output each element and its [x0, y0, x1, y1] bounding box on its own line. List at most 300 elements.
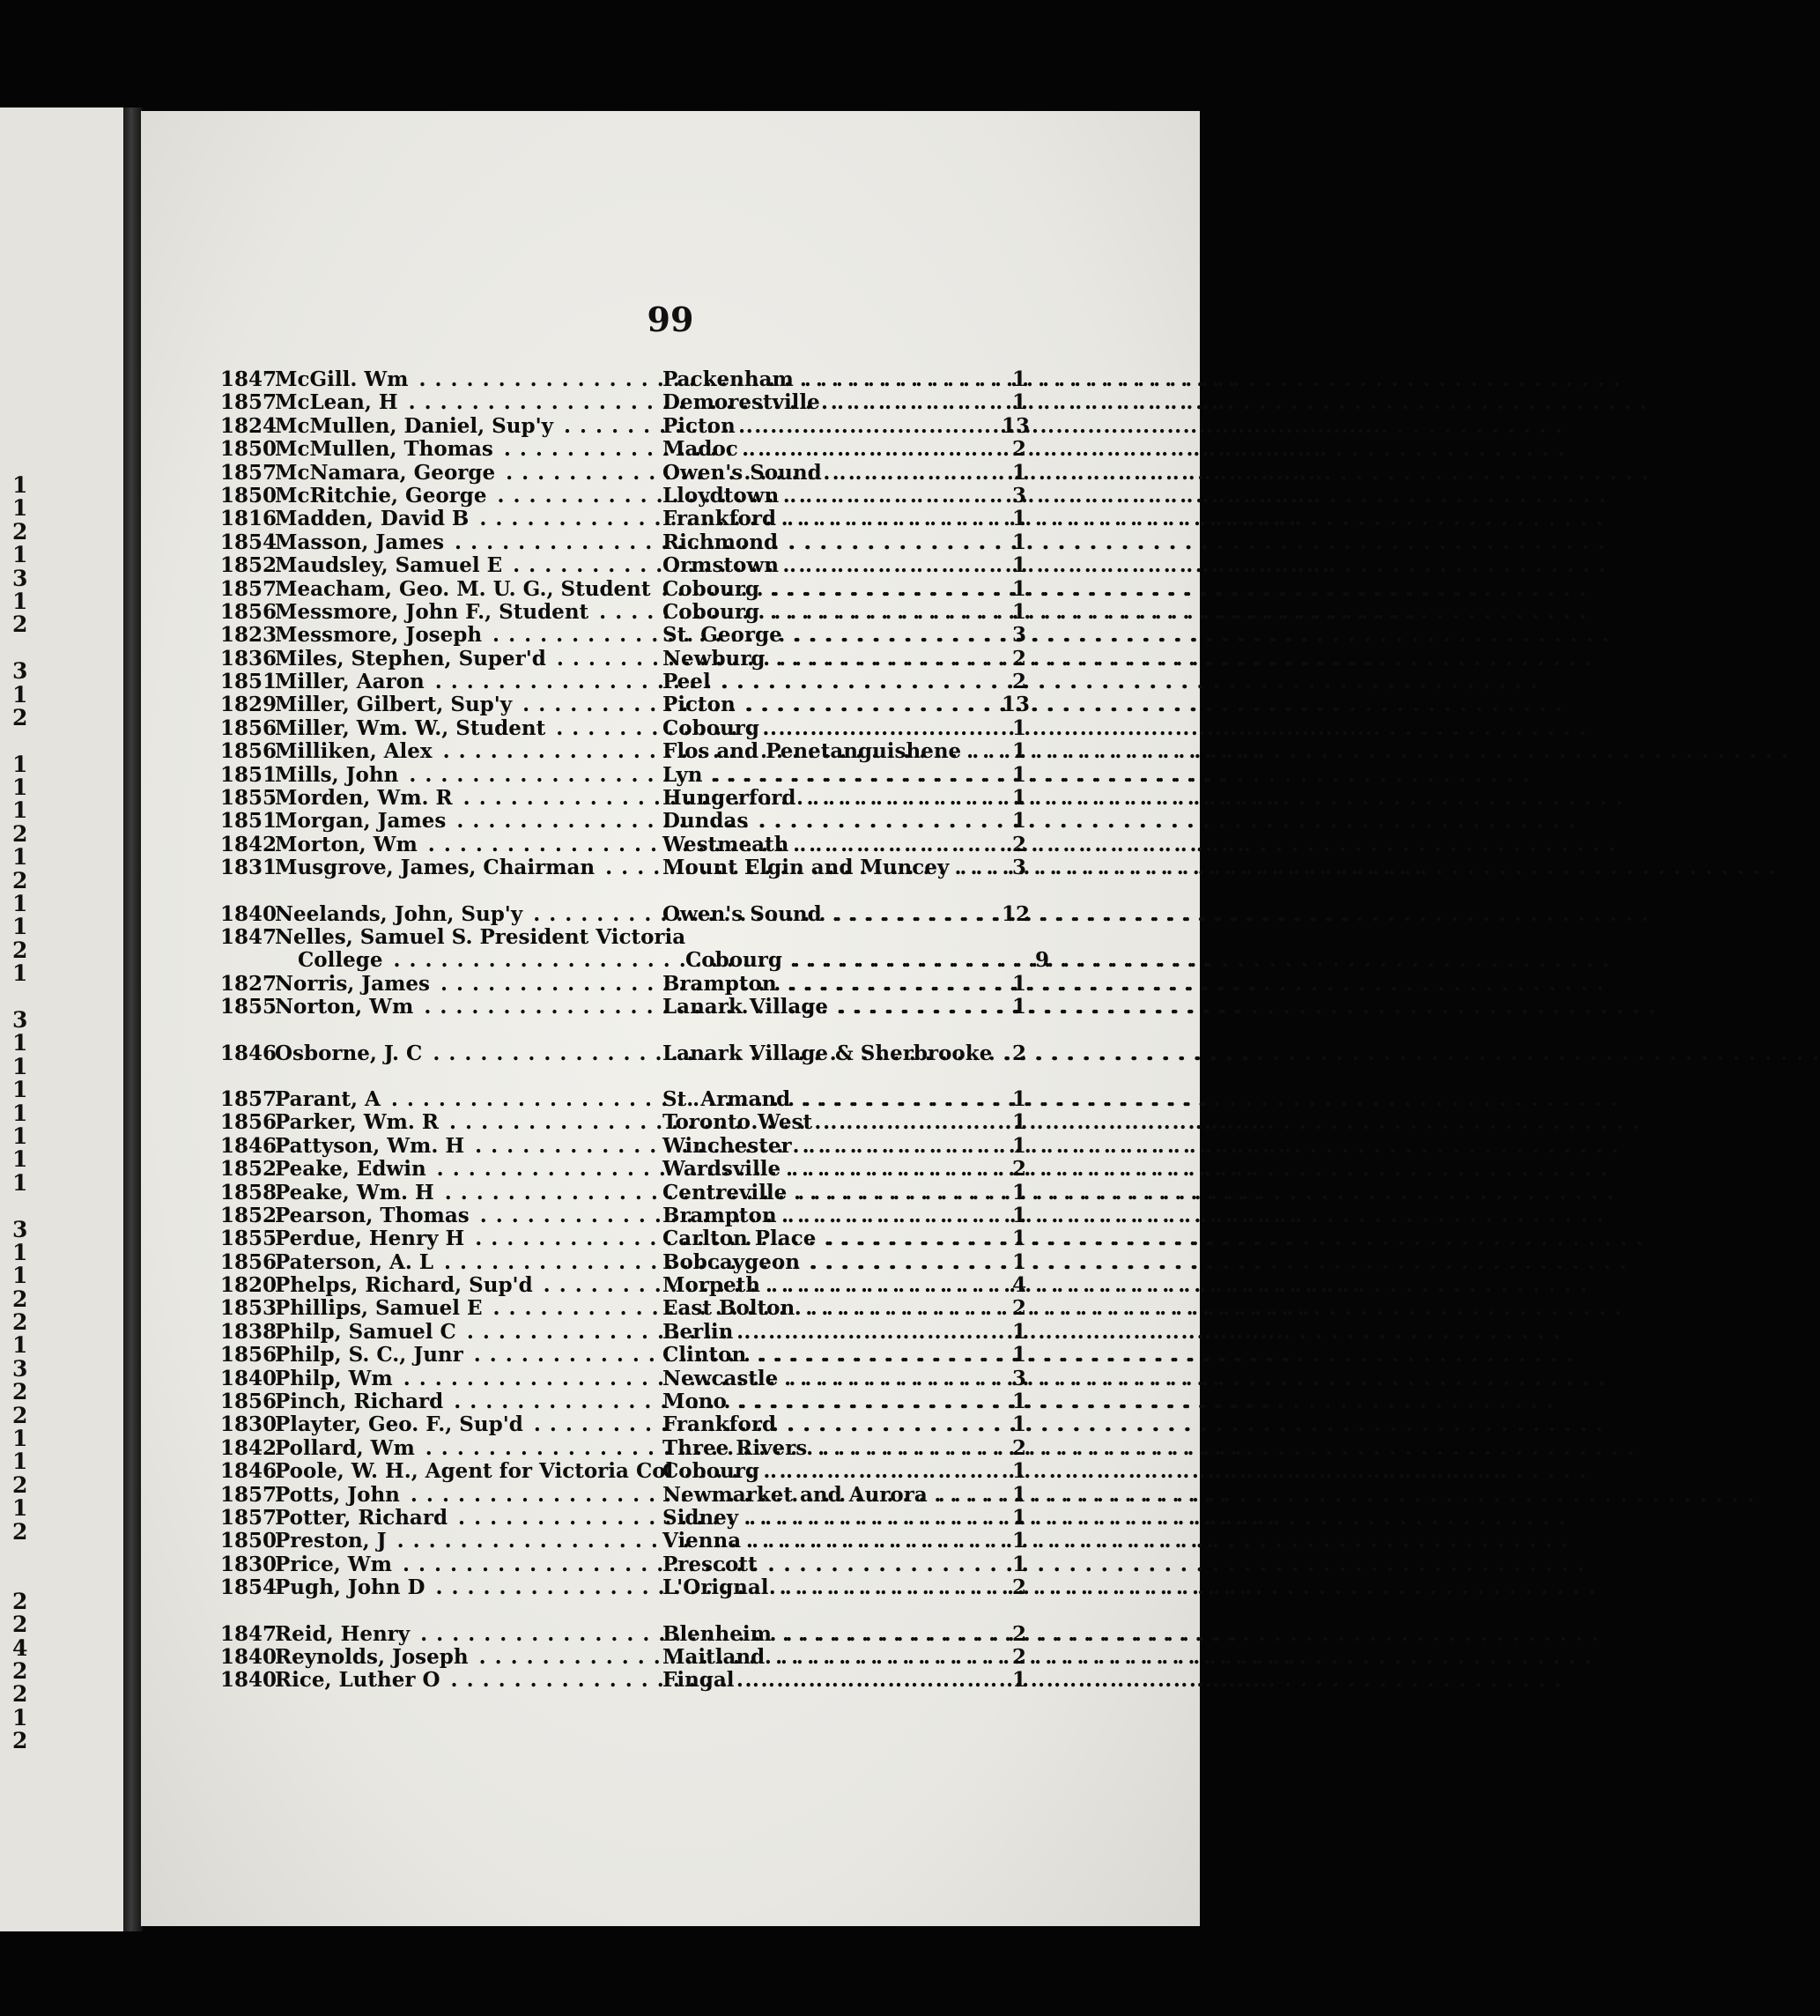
entry-row — [220, 368, 1026, 391]
entry-count: 1 — [1011, 1505, 1026, 1530]
entry-year: 1858 — [220, 1180, 277, 1204]
entry-name — [275, 1437, 662, 1460]
entry-row — [220, 1669, 1026, 1692]
entry-name — [275, 531, 662, 554]
entry-place-text: Frankford — [662, 507, 777, 531]
margin-count — [12, 1544, 39, 1567]
entry-row — [220, 1297, 1026, 1320]
entry-row — [220, 438, 1026, 461]
entry-year: 1856 — [220, 739, 277, 764]
entry-name-text: Miles, Stephen, Super'd — [275, 646, 546, 671]
entry-year: 1856 — [220, 1110, 277, 1135]
entry-name — [275, 1484, 662, 1507]
margin-count: 2 — [12, 1379, 28, 1405]
entry-name — [275, 1158, 662, 1181]
entry-year: 1846 — [220, 1459, 277, 1484]
entry-place-text: Madoc — [662, 437, 738, 462]
entry-place-text: Ormstown — [662, 553, 779, 578]
entry-place-text: Cobourg — [662, 715, 759, 740]
entry-year: 1852 — [220, 1157, 277, 1182]
entry-row — [220, 413, 1031, 438]
entry-count: 2 — [1011, 1621, 1026, 1646]
entry-place-text: Owen's Sound — [662, 901, 822, 926]
entry-name-text: Messmore, Joseph — [275, 623, 483, 648]
entry-year: 1847 — [220, 367, 277, 391]
entry-place-text: Hungerford — [662, 786, 796, 811]
entry-place-text: Owen's Sound — [662, 460, 822, 485]
entry-year: 1855 — [220, 1227, 277, 1251]
entry-count: 2 — [1011, 1157, 1026, 1182]
entry-count: 1 — [1011, 786, 1026, 811]
entry-row — [220, 1182, 1026, 1204]
entry-place-text: Three Rivers — [662, 1435, 808, 1460]
entry-place-text: Cobourg — [685, 948, 782, 973]
entry-place-text: Prescott — [662, 1552, 758, 1576]
entry-place-text: Mono — [662, 1390, 727, 1414]
entry-name — [275, 996, 662, 1019]
entry-year: 1851 — [220, 809, 277, 834]
margin-count: 1 — [12, 797, 28, 824]
entry-year: 1827 — [220, 971, 277, 996]
entry-place-text: Brampton — [662, 971, 777, 996]
entry-row — [220, 1646, 1026, 1669]
entry-place-text: Flos and Penetanguishene — [662, 739, 962, 764]
entry-year: 1857 — [220, 1505, 277, 1530]
entry-count: 1 — [1011, 367, 1026, 391]
entry-name — [275, 1042, 662, 1065]
entry-name — [275, 485, 662, 508]
entry-year: 1854 — [220, 1575, 277, 1600]
entry-row — [220, 856, 1026, 879]
entry-year: 1840 — [220, 1366, 277, 1390]
entry-name — [275, 693, 662, 716]
entry-name — [275, 1321, 662, 1344]
entry-name — [275, 415, 662, 438]
entry-row — [220, 1530, 1026, 1553]
margin-count: 1 — [12, 588, 28, 614]
entry-count: 12 — [1002, 901, 1031, 926]
entry-name-text: McMullen, Daniel, Sup'y — [275, 413, 554, 438]
register-entries — [220, 367, 1049, 1693]
margin-count: 1 — [12, 681, 28, 708]
book-gutter — [123, 107, 143, 1931]
margin-count: 1 — [12, 1239, 28, 1265]
entry-name — [275, 1459, 674, 1484]
entry-year: 1857 — [220, 1482, 277, 1507]
entry-row — [220, 1274, 1026, 1297]
entry-row — [220, 1413, 1026, 1436]
margin-count: 2 — [12, 1286, 28, 1312]
margin-count: 2 — [12, 1402, 28, 1428]
entry-count: 2 — [1011, 670, 1026, 694]
entry-name — [275, 1274, 662, 1297]
entry-row — [220, 948, 1049, 973]
entry-name-text: Paterson, A. L — [275, 1249, 434, 1274]
entry-count: 4 — [1011, 1273, 1026, 1298]
entry-place-text: Winchester — [662, 1133, 792, 1158]
entry-year: 1856 — [220, 1249, 277, 1274]
margin-count: 1 — [12, 1449, 28, 1475]
entry-name — [275, 462, 662, 485]
entry-count: 1 — [1011, 530, 1026, 554]
entry-name-text: Madden, David B — [275, 507, 470, 531]
entry-place-text: Brampton — [662, 1203, 777, 1227]
margin-count: 2 — [12, 518, 28, 545]
entry-year: 1846 — [220, 1133, 277, 1158]
entry-count: 1 — [1011, 1390, 1026, 1414]
entry-year: 1855 — [220, 786, 277, 811]
entry-place-text: Blenheim — [662, 1621, 772, 1646]
entry-name — [275, 973, 662, 996]
entry-name — [275, 1204, 662, 1227]
margin-count: 1 — [12, 542, 28, 568]
entry-name-text: Phillips, Samuel E — [275, 1296, 483, 1321]
entry-place-text: Newmarket and Aurora — [662, 1482, 928, 1507]
entry-year: 1830 — [220, 1412, 277, 1437]
entry-row — [220, 1227, 1026, 1250]
entry-count: 1 — [1011, 460, 1026, 485]
entry-count: 3 — [1011, 856, 1026, 880]
entry-place-text: St. George — [662, 623, 782, 648]
margin-count: 1 — [12, 1077, 28, 1103]
entry-year: 1846 — [220, 1041, 277, 1065]
entry-name — [275, 1530, 662, 1553]
entry-year: 1830 — [220, 1552, 277, 1576]
margin-count: 1 — [12, 1123, 28, 1149]
margin-count: 1 — [12, 891, 28, 917]
entry-place-text: Clinton — [662, 1343, 747, 1367]
entry-name-text: Potter, Richard — [275, 1505, 448, 1530]
entry-row — [220, 1135, 1026, 1158]
entry-row — [220, 1344, 1026, 1367]
entry-year: 1829 — [220, 693, 277, 717]
entry-place-text: Berlin — [662, 1319, 734, 1344]
entry-name — [275, 1251, 662, 1274]
margin-count: 1 — [12, 751, 28, 777]
entry-row — [220, 693, 1031, 717]
entry-name-text: Perdue, Henry H — [275, 1227, 465, 1251]
margin-count: 1 — [12, 1146, 28, 1173]
entry-name-text: McNamara, George — [275, 460, 496, 485]
entry-place-text: Picton — [662, 693, 736, 717]
entry-year: 1840 — [220, 1668, 277, 1693]
entry-year: 1847 — [220, 924, 277, 949]
entry-row — [220, 1484, 1026, 1507]
entry-place-text: Fingal — [662, 1668, 735, 1693]
entry-name — [275, 1646, 662, 1669]
entry-count: 1 — [1011, 1459, 1026, 1484]
entry-name — [275, 1344, 662, 1367]
entry-year: 1857 — [220, 1086, 277, 1111]
entry-name-text: Pinch, Richard — [275, 1390, 444, 1414]
entry-name-text: Miller, Wm. W., Student — [275, 715, 546, 740]
entry-year: 1851 — [220, 762, 277, 787]
entry-name-text: Morden, Wm. R — [275, 786, 453, 811]
margin-count: 1 — [12, 472, 28, 498]
entry-count: 2 — [1011, 646, 1026, 671]
entry-name-text: Rice, Luther O — [275, 1668, 440, 1693]
margin-count: 2 — [12, 820, 28, 847]
entry-name — [275, 903, 662, 926]
entry-count: 1 — [1011, 809, 1026, 834]
entry-row — [220, 1158, 1026, 1181]
entry-row — [220, 1042, 1026, 1065]
entry-row — [220, 1437, 1026, 1460]
entry-place-text: Cobourg — [662, 599, 759, 624]
margin-count: 4 — [12, 1634, 28, 1661]
entry-name — [275, 1088, 662, 1111]
margin-count: 1 — [12, 1053, 28, 1079]
entry-row — [220, 1088, 1026, 1111]
entry-count: 1 — [1011, 1552, 1026, 1576]
entry-name — [275, 624, 662, 647]
entry-year: 1854 — [220, 530, 277, 554]
entry-name — [275, 1507, 662, 1530]
entry-name — [275, 1623, 662, 1646]
entry-name-text: Potts, John — [275, 1482, 400, 1507]
entry-name-text: McMullen, Thomas — [275, 437, 493, 462]
entry-name-text: Neelands, John, Sup'y — [275, 901, 523, 926]
entry-place-text: Vienna — [662, 1529, 742, 1553]
entry-row — [220, 764, 1026, 787]
entry-year: 1857 — [220, 576, 277, 601]
entry-place-text: Lanark Village & Sherbrooke — [662, 1041, 993, 1065]
entry-name — [275, 578, 662, 601]
entry-count: 13 — [1002, 413, 1031, 438]
entry-row — [220, 554, 1026, 577]
entry-name-text: Pattyson, Wm. H — [275, 1133, 465, 1158]
entry-year: 1857 — [220, 390, 277, 415]
entry-year: 1856 — [220, 1390, 277, 1414]
entry-name — [275, 787, 662, 810]
margin-count: 1 — [12, 775, 28, 801]
entry-name — [275, 601, 662, 624]
margin-count: 3 — [12, 565, 28, 591]
margin-count: 2 — [12, 1612, 28, 1638]
entry-year: 1823 — [220, 623, 277, 648]
entry-name-text: Pollard, Wm — [275, 1435, 415, 1460]
entry-year: 1840 — [220, 1644, 277, 1669]
entry-name — [275, 924, 686, 949]
section-gap — [220, 1065, 1026, 1088]
margin-count: 1 — [12, 1030, 28, 1056]
entry-name — [275, 1297, 662, 1320]
entry-count: 1 — [1011, 715, 1026, 740]
entry-place-text: Demorestville — [662, 390, 820, 415]
entry-name — [275, 368, 662, 391]
entry-row — [220, 717, 1026, 740]
entry-year: 1820 — [220, 1273, 277, 1298]
entry-name — [275, 438, 662, 461]
entry-place-text: Packenham — [662, 367, 794, 391]
margin-count: 2 — [12, 867, 28, 893]
entry-count: 1 — [1011, 599, 1026, 624]
section-gap — [220, 1600, 1026, 1623]
entry-name-text: Meacham, Geo. M. U. G., Student — [275, 576, 651, 601]
margin-count — [12, 1195, 39, 1218]
margin-count: 3 — [12, 658, 28, 685]
entry-name-text: Morgan, James — [275, 809, 447, 834]
entry-count: 1 — [1011, 1086, 1026, 1111]
entry-count: 3 — [1011, 483, 1026, 508]
entry-row — [220, 391, 1026, 414]
entry-count: 1 — [1011, 1180, 1026, 1204]
entry-count: 1 — [1011, 1110, 1026, 1135]
entry-count: 1 — [1011, 1203, 1026, 1227]
entry-year: 1836 — [220, 646, 277, 671]
entry-name — [275, 764, 662, 787]
entry-place-text: L'Orignal — [662, 1575, 769, 1600]
entry-count: 1 — [1011, 1227, 1026, 1251]
entry-place-text: Picton — [662, 413, 736, 438]
entry-name-text: Nelles, Samuel S. President Victoria — [275, 924, 686, 949]
entry-count: 1 — [1011, 576, 1026, 601]
entry-row — [220, 996, 1026, 1019]
entry-place-text: Lyn — [662, 762, 703, 787]
entry-name — [275, 508, 662, 530]
entry-count: 2 — [1011, 1575, 1026, 1600]
entry-name-text: Phelps, Richard, Sup'd — [275, 1273, 533, 1298]
entry-count: 2 — [1011, 1644, 1026, 1669]
entry-count: 1 — [1011, 390, 1026, 415]
entry-year: 1847 — [220, 1621, 277, 1646]
entry-count: 2 — [1011, 1435, 1026, 1460]
entry-row — [220, 1204, 1026, 1227]
margin-count: 1 — [12, 1704, 28, 1731]
entry-year: 1842 — [220, 1435, 277, 1460]
margin-count: 3 — [12, 1216, 28, 1242]
section-gap — [220, 1019, 1026, 1042]
entry-row — [220, 834, 1026, 856]
margin-count: 1 — [12, 1332, 28, 1359]
entry-count: 2 — [1011, 1041, 1026, 1065]
entry-row — [220, 648, 1026, 671]
entry-name-text: Masson, James — [275, 530, 445, 554]
margin-count: 3 — [12, 1006, 28, 1033]
entry-name — [275, 810, 662, 833]
entry-name-text: McRitchie, George — [275, 483, 487, 508]
entry-name-text: Miller, Gilbert, Sup'y — [275, 693, 513, 717]
margin-count: 3 — [12, 1355, 28, 1382]
entry-count: 1 — [1011, 1482, 1026, 1507]
entry-place-text: Toronto West — [662, 1110, 813, 1135]
entry-year: 1851 — [220, 670, 277, 694]
entry-name-text: Osborne, J. C — [275, 1041, 423, 1065]
entry-name — [275, 648, 662, 671]
entry-name — [275, 1413, 662, 1436]
entry-place-text: Maitland — [662, 1644, 766, 1669]
entry-place-text: Newburg — [662, 646, 766, 671]
entry-name-text: Pugh, John D — [275, 1575, 425, 1600]
entry-name — [275, 1135, 662, 1158]
left-page-fragment — [0, 107, 126, 1931]
entry-name-text: Reynolds, Joseph — [275, 1644, 469, 1669]
entry-count: 1 — [1011, 1133, 1026, 1158]
entry-name — [275, 391, 662, 414]
entry-name-text: Messmore, John F., Student — [275, 599, 589, 624]
entry-name-text: Peake, Edwin — [275, 1157, 426, 1182]
entry-row — [220, 1623, 1026, 1646]
entry-row — [220, 1460, 1026, 1483]
entry-place-text: Lanark Village — [662, 995, 829, 1019]
entry-year: 1856 — [220, 599, 277, 624]
entry-count: 1 — [1011, 1319, 1026, 1344]
entry-name — [275, 1227, 662, 1250]
margin-count: 1 — [12, 1426, 28, 1452]
entry-count: 1 — [1011, 1343, 1026, 1367]
entry-name-text: McLean, H — [275, 390, 398, 415]
entry-count: 1 — [1011, 762, 1026, 787]
margin-count: 2 — [12, 1681, 28, 1708]
entry-name-text: Peake, Wm. H — [275, 1180, 434, 1204]
margin-count: 1 — [12, 844, 28, 871]
margin-count — [12, 986, 39, 1009]
entry-name — [275, 1182, 662, 1204]
entry-place-text: Dundas — [662, 809, 749, 834]
entry-count: 1 — [1011, 995, 1026, 1019]
entry-row — [220, 1553, 1026, 1576]
entry-name-text: Norton, Wm — [275, 995, 414, 1019]
entry-count: 1 — [1011, 1529, 1026, 1553]
margin-count: 1 — [12, 1169, 28, 1196]
left-margin-counts — [12, 474, 39, 1753]
entry-name-text: Morton, Wm — [275, 832, 418, 856]
entry-row — [220, 1576, 1026, 1599]
entry-count: 1 — [1011, 507, 1026, 531]
entry-place-text: St. Armand — [662, 1086, 791, 1111]
entry-name-text: Parant, A — [275, 1086, 381, 1111]
entry-name-text: Playter, Geo. F., Sup'd — [275, 1412, 523, 1437]
entry-name — [275, 856, 662, 879]
entry-year: 1831 — [220, 856, 277, 880]
entry-count: 13 — [1002, 693, 1031, 717]
entry-year: 1850 — [220, 1529, 277, 1553]
entry-name — [275, 1576, 662, 1599]
entry-place-text: Carlton Place — [662, 1227, 817, 1251]
entry-name — [275, 1390, 662, 1413]
entry-year: 1855 — [220, 995, 277, 1019]
margin-count: 2 — [12, 704, 28, 730]
entry-row — [220, 787, 1026, 810]
entry-name-text: Musgrove, James, Chairman — [275, 856, 596, 880]
entry-year: 1856 — [220, 1343, 277, 1367]
entry-place-text: Centreville — [662, 1180, 788, 1204]
entry-year: 1816 — [220, 507, 277, 531]
entry-place-text: Lloydtown — [662, 483, 780, 508]
entry-name-text: Philp, S. C., Junr — [275, 1343, 463, 1367]
entry-name — [275, 671, 662, 693]
entry-name-text: Philp, Wm — [275, 1366, 393, 1390]
entry-row — [220, 901, 1031, 926]
entry-year: 1850 — [220, 483, 277, 508]
entry-count: 1 — [1011, 1249, 1026, 1274]
entry-name-text: Milliken, Alex — [275, 739, 433, 764]
entry-place-text: East Bolton — [662, 1296, 795, 1321]
margin-count: 1 — [12, 495, 28, 522]
entry-name — [275, 740, 662, 763]
margin-count: 2 — [12, 937, 28, 963]
entry-row — [220, 485, 1026, 508]
entry-row — [220, 1507, 1026, 1530]
margin-count: 1 — [12, 1495, 28, 1522]
entry-name-text: Price, Wm — [275, 1552, 392, 1576]
entry-row — [220, 601, 1026, 624]
margin-count: 2 — [12, 611, 28, 638]
margin-count: 2 — [12, 1657, 28, 1684]
margin-count — [12, 1567, 39, 1590]
entry-name — [275, 1111, 662, 1134]
entry-place-text: Newcastle — [662, 1366, 779, 1390]
